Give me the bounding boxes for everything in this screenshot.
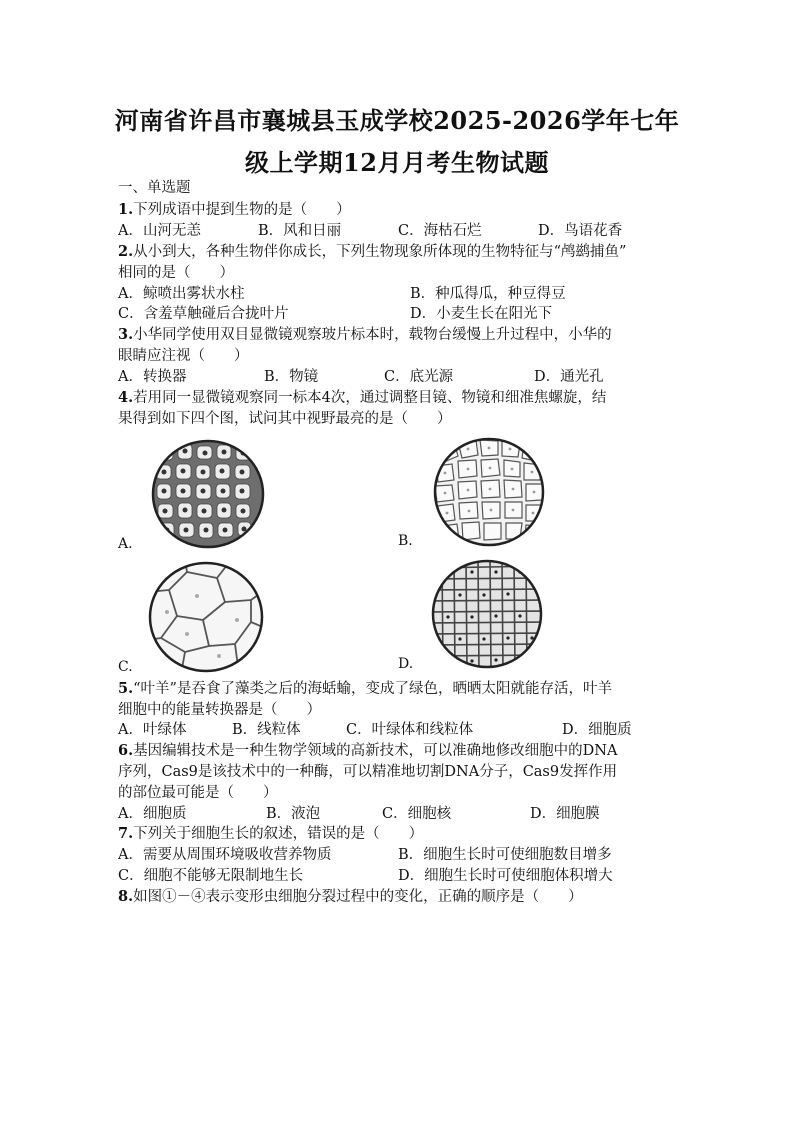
- question-4-stem-2: 果得到如下四个图，试问其中视野最亮的是（ ）: [118, 411, 452, 427]
- figure-d-label: D.: [398, 656, 414, 672]
- q5-option-d: D．细胞质: [562, 722, 632, 738]
- q2-option-c: C．含羞草触碰后合拢叶片: [118, 306, 289, 322]
- figure-a-label: A.: [118, 536, 133, 552]
- q1-option-d: D．鸟语花香: [538, 223, 623, 239]
- figure-b-label: B.: [398, 533, 413, 549]
- q1-option-a: A．山河无恙: [118, 223, 201, 239]
- exam-title-line-1: 河南省许昌市襄城县玉成学校2025-2026学年七年: [114, 106, 680, 135]
- q6-option-b: B．液泡: [266, 806, 321, 822]
- question-5: [118, 679, 612, 699]
- question-7-number: 7.: [118, 825, 134, 842]
- question-3: [118, 325, 612, 345]
- question-1-number: 1.: [118, 201, 134, 218]
- question-2-stem-2: 相同的是（ ）: [118, 265, 234, 281]
- microscope-view-c-figure: [147, 560, 265, 674]
- question-3-stem-1: 小华同学使用双目显微镜观察玻片标本时，载物台缓慢上升过程中，小华的: [133, 327, 612, 343]
- question-5-number: 5.: [118, 680, 134, 697]
- q7-option-a: A．需要从周围环境吸收营养物质: [118, 847, 332, 863]
- q6-option-a: A．细胞质: [118, 806, 187, 822]
- q3-option-c: C．底光源: [384, 369, 454, 385]
- q2-option-b: B．种瓜得瓜，种豆得豆: [410, 286, 566, 302]
- question-6: [118, 741, 617, 761]
- question-4-number: 4.: [118, 389, 134, 406]
- question-8: [118, 887, 583, 907]
- q5-option-a: A．叶绿体: [118, 722, 187, 738]
- q3-option-a: A．转换器: [118, 369, 187, 385]
- question-6-number: 6.: [118, 742, 134, 759]
- question-1: [118, 200, 351, 220]
- question-2-stem-1: 从小到大，各种生物伴你成长，下列生物现象所体现的生物特征与“鸬鹚捕鱼”: [133, 244, 627, 260]
- question-4-stem-1: 若用同一显微镜观察同一标本4次，通过调整目镜、物镜和细准焦螺旋，结: [133, 390, 607, 406]
- question-2: [118, 242, 626, 262]
- section-heading: 一、单选题: [118, 180, 191, 196]
- question-2-number: 2.: [118, 243, 134, 260]
- question-7: [118, 824, 423, 844]
- q7-option-d: D．细胞生长时可使细胞体积增大: [398, 868, 613, 884]
- q3-option-b: B．物镜: [264, 369, 319, 385]
- question-8-stem: 如图①－④表示变形虫细胞分裂过程中的变化，正确的顺序是（ ）: [133, 889, 583, 905]
- question-5-stem-1: “叶羊”是吞食了藻类之后的海蛞蝓，变成了绿色，晒晒太阳就能存活，叶羊: [133, 681, 612, 697]
- question-4: [118, 388, 606, 408]
- question-3-number: 3.: [118, 326, 134, 343]
- question-3-stem-2: 眼睛应注视（ ）: [118, 348, 249, 364]
- q1-option-b: B．风和日丽: [258, 223, 342, 239]
- question-6-stem-3: 的部位最可能是（ ）: [118, 785, 278, 801]
- microscope-view-b-figure: [432, 436, 546, 548]
- q6-option-d: D．细胞膜: [530, 806, 600, 822]
- microscope-view-a-figure: [150, 438, 266, 550]
- question-8-number: 8.: [118, 888, 134, 905]
- q2-option-d: D．小麦生长在阳光下: [410, 306, 553, 322]
- question-6-stem-2: 序列，Cas9是该技术中的一种酶，可以精准地切割DNA分子，Cas9发挥作用: [118, 764, 618, 780]
- q2-option-a: A．鲸喷出雾状水柱: [118, 286, 245, 302]
- question-5-stem-2: 细胞中的能量转换器是（ ）: [118, 702, 321, 718]
- q7-option-b: B．细胞生长时可使细胞数目增多: [398, 847, 612, 863]
- question-7-stem: 下列关于细胞生长的叙述，错误的是（ ）: [133, 826, 424, 842]
- exam-title-line-2: 级上学期12月月考生物试题: [245, 148, 549, 177]
- q5-option-c: C．叶绿体和线粒体: [346, 722, 474, 738]
- question-1-stem: 下列成语中提到生物的是（ ）: [133, 202, 351, 218]
- q5-option-b: B．线粒体: [232, 722, 301, 738]
- question-6-stem-1: 基因编辑技术是一种生物学领域的高新技术，可以准确地修改细胞中的DNA: [133, 743, 618, 759]
- microscope-view-d-figure: [430, 558, 544, 670]
- q1-option-c: C．海枯石烂: [398, 223, 482, 239]
- q7-option-c: C．细胞不能够无限制地生长: [118, 868, 304, 884]
- figure-c-label: C.: [118, 659, 133, 675]
- q6-option-c: C．细胞核: [382, 806, 452, 822]
- q3-option-d: D．通光孔: [534, 369, 604, 385]
